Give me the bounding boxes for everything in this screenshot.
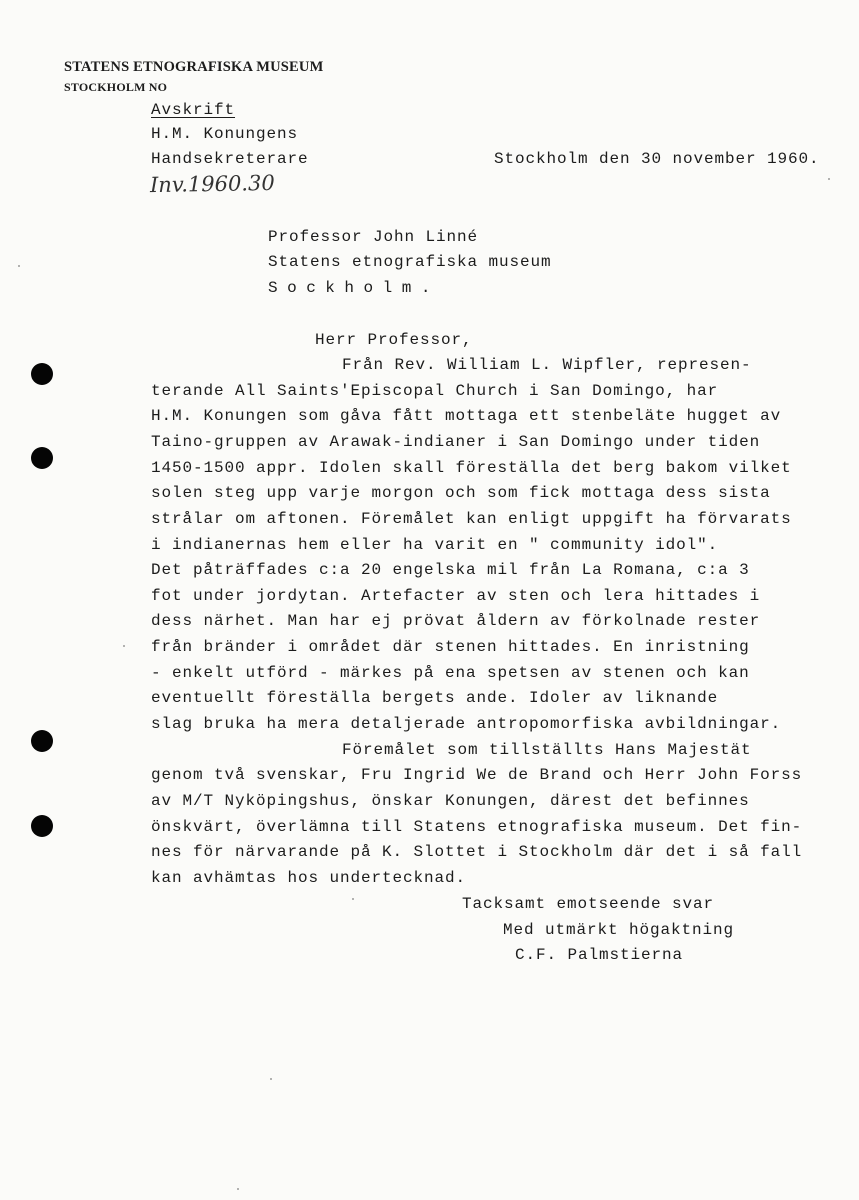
recipient-city: Sockholm. [268,279,440,297]
signature-name: C.F. Palmstierna [515,946,684,964]
body-line: i indianernas hem eller ha varit en " community idol". [151,536,719,554]
body-line: solen steg upp varje morgon och som fick mottaga dess sista [151,484,771,502]
body-line: genom två svenskar, Fru Ingrid We de Brand och Herr John Forss [151,766,803,784]
paper-speck [18,265,20,267]
letterhead-city: STOCKHOLM NO [64,80,168,94]
body-line: nes för närvarande på K. Slottet i Stockholm där det i så fall [151,843,803,861]
punch-hole [31,815,53,837]
recipient-institution: Statens etnografiska museum [268,253,552,271]
sender-line-1: H.M. Konungens [151,125,299,143]
body-line: H.M. Konungen som gåva fått mottaga ett stenbeläte hugget av [151,407,782,425]
paper-speck [123,645,125,647]
paper-speck [270,1078,272,1080]
body-line: eventuellt föreställa bergets ande. Idoler av liknande [151,689,719,707]
recipient-name: Professor John Linné [268,228,479,246]
body-line: 1450-1500 appr. Idolen skall föreställa det berg bakom vilket [151,459,792,477]
handwritten-inventory-number: Inv.1960.30 [149,170,275,198]
body-line: önskvärt, överlämna till Statens etnografiska museum. Det fin- [151,818,803,836]
body-line: av M/T Nyköpingshus, önskar Konungen, därest det befinnes [151,792,750,810]
body-line: terande All Saints'Episcopal Church i San Domingo, har [151,382,719,400]
punch-hole [31,363,53,385]
punch-hole [31,730,53,752]
paper-speck [237,1188,239,1190]
dateline: Stockholm den 30 november 1960. [494,150,820,168]
closing-phrase: Tacksamt emotseende svar [462,895,715,913]
copy-label: Avskrift [151,101,236,119]
salutation: Herr Professor, [315,331,473,349]
body-line: kan avhämtas hos undertecknad. [151,869,467,887]
body-line: Från Rev. William L. Wipfler, represen- [342,356,752,374]
body-line: fot under jordytan. Artefacter av sten och lera hittades i [151,587,761,605]
body-line: strålar om aftonen. Föremålet kan enligt uppgift ha förvarats [151,510,792,528]
body-line: Det påträffades c:a 20 engelska mil från La Romana, c:a 3 [151,561,750,579]
paper-speck [352,898,354,900]
body-line: slag bruka ha mera detaljerade antropomorfiska avbildningar. [151,715,782,733]
letterhead-museum-name: STATENS ETNOGRAFISKA MUSEUM [64,59,324,75]
body-line: dess närhet. Man har ej prövat åldern av förkolnade rester [151,612,761,630]
closing-regards: Med utmärkt högaktning [503,921,735,939]
paper-speck [828,178,830,180]
body-line: Taino-gruppen av Arawak-indianer i San Domingo under tiden [151,433,761,451]
body-line: Föremålet som tillställts Hans Majestät [342,741,752,759]
punch-hole [31,447,53,469]
sender-line-2: Handsekreterare [151,150,309,168]
body-line: från bränder i området där stenen hittades. En inristning [151,638,750,656]
body-line: - enkelt utförd - märkes på ena spetsen av stenen och kan [151,664,750,682]
